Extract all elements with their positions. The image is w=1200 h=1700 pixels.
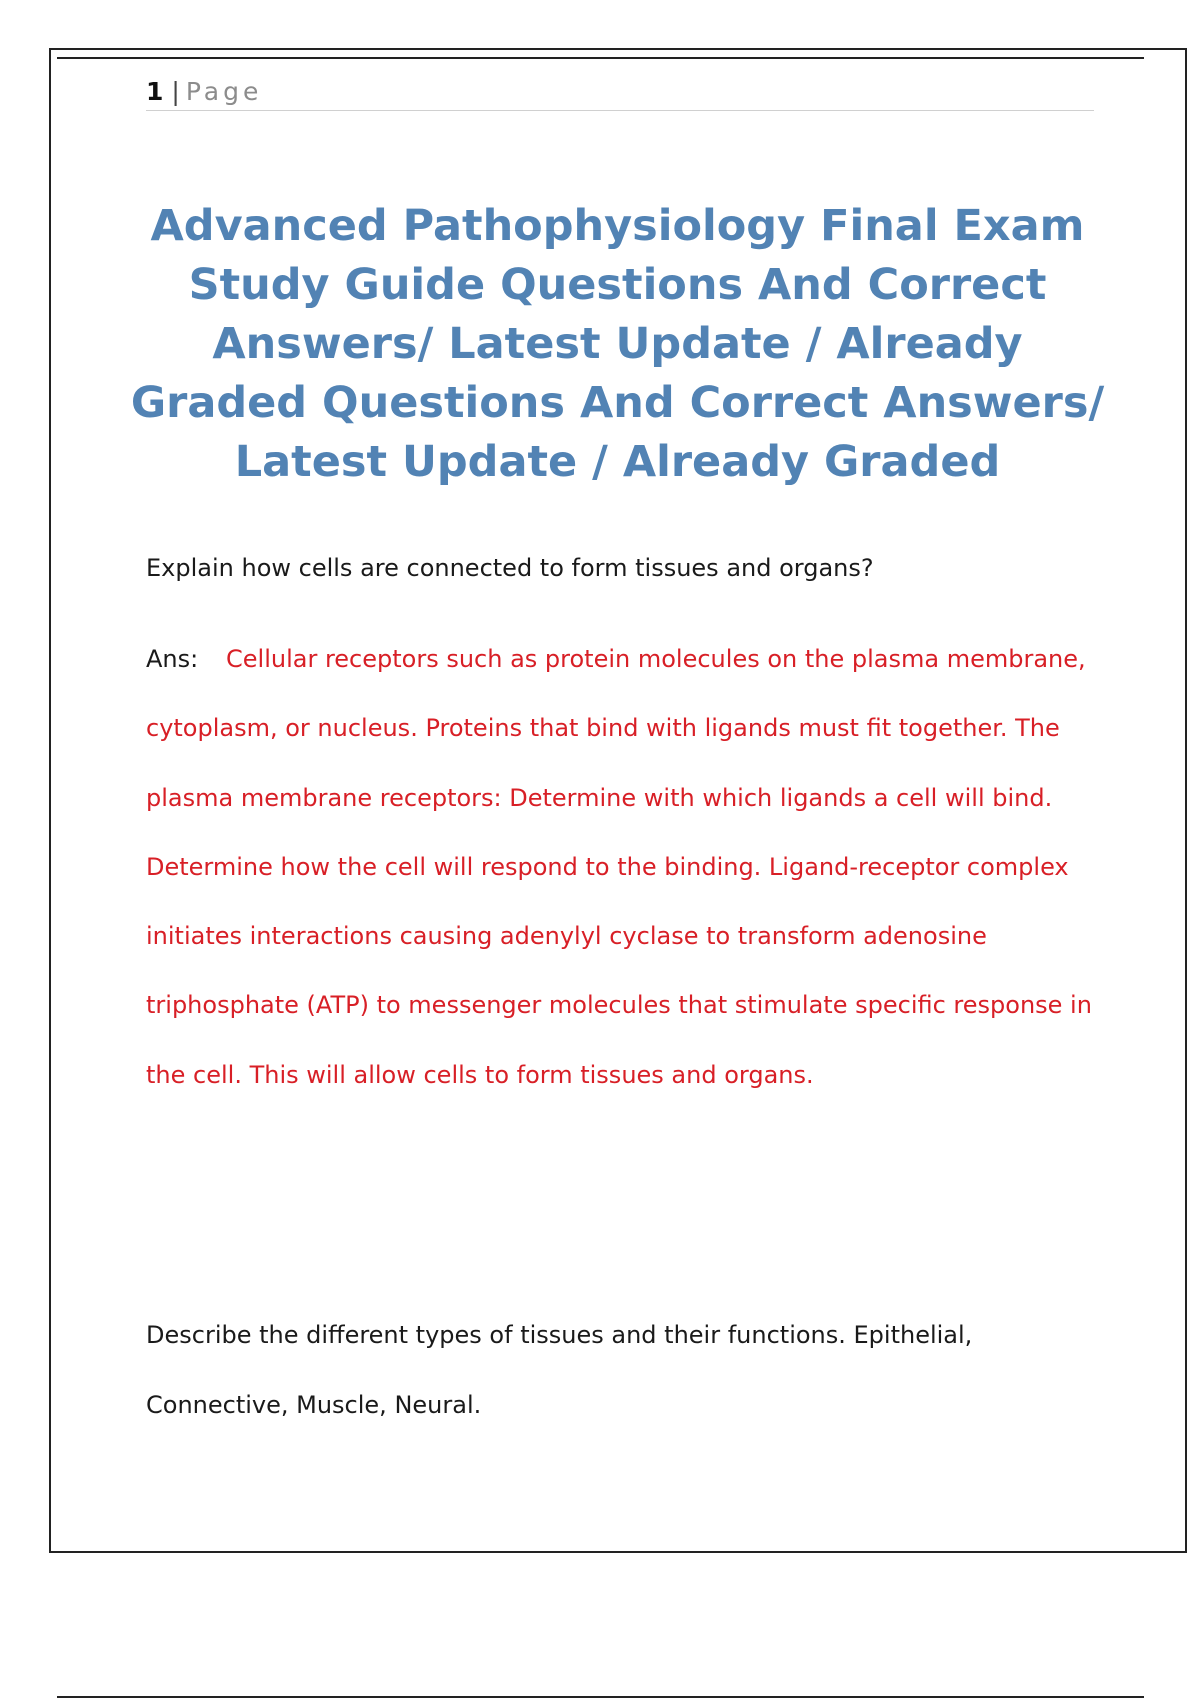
page-label: Page	[185, 77, 263, 106]
document-title: Advanced Pathophysiology Final Exam Study Guide Questions And Correct Answers/ Latest Update / Already Graded Questions And Correct Answers/ Latest Update / Already Graded	[130, 201, 1105, 487]
answer-1-text: Cellular receptors such as protein molecules on the plasma membrane, cytoplasm, or nucleus. Proteins that bind with ligands must fit together. The plasma membrane receptors: Determine with which ligands a cell will bind. Determine how the cell will respond to the binding. Ligand-receptor complex initiates interactions causing adenylyl cyclase to transform adenosine triphosphate (ATP) to messenger molecules that stimulate specific response in the cell. This will allow cells to form tissues and organs.	[146, 645, 1092, 1089]
answer-label: Ans:	[146, 645, 199, 673]
question-1: Explain how cells are connected to form tissues and organs?	[146, 554, 874, 582]
page-header	[146, 74, 1094, 111]
header-separator: |	[171, 77, 180, 106]
bottom-rule	[57, 1696, 1144, 1698]
question-2: Describe the different types of tissues and their functions. Epithelial, Connective, Muscle, Neural.	[146, 1321, 973, 1419]
answer-1-block	[146, 625, 1096, 1110]
page-number: 1	[146, 77, 164, 106]
top-rule	[57, 57, 1144, 59]
